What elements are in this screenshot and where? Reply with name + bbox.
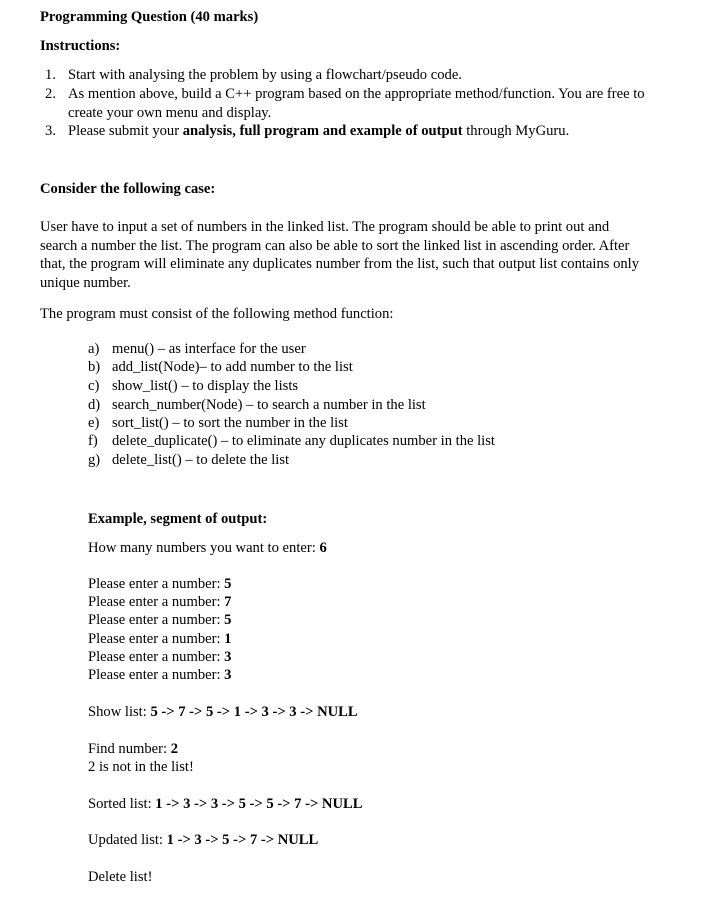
instruction-text-bold: analysis, full program and example of output <box>182 123 463 139</box>
example-value: 3 <box>224 649 232 665</box>
example-prompt: Please enter a number: <box>88 649 225 665</box>
example-prompt: Show list: <box>88 704 151 720</box>
example-value: 5 <box>224 576 232 592</box>
example-prompt: Please enter a number: <box>88 631 225 647</box>
instruction-number: 2. <box>45 86 56 102</box>
example-prompt: Please enter a number: <box>88 576 225 592</box>
example-prompt: Please enter a number: <box>88 612 225 628</box>
example-find-number-line <box>88 740 178 759</box>
example-delete-list-line: Delete list! <box>88 869 153 885</box>
example-updated-list-line <box>88 831 318 850</box>
instruction-number: 3. <box>45 123 56 139</box>
example-prompt: Please enter a number: <box>88 667 225 683</box>
method-text: add_list(Node)– to add number to the list <box>112 359 353 375</box>
page-title: Programming Question (40 marks) <box>40 9 259 25</box>
example-how-many-line <box>88 539 327 558</box>
example-sorted-list-line <box>88 795 362 814</box>
method-label: d) <box>88 397 101 413</box>
example-not-in-list-line: 2 is not in the list! <box>88 759 194 775</box>
instruction-text: Start with analysing the problem by using a flowchart/pseudo code. <box>68 67 462 83</box>
example-prompt: Sorted list: <box>88 796 156 812</box>
example-value: 1 <box>224 631 232 647</box>
method-item <box>88 396 426 415</box>
methods-intro: The program must consist of the following method function: <box>40 306 394 322</box>
instruction-text <box>68 122 668 141</box>
method-label: e) <box>88 415 100 431</box>
example-show-list-line <box>88 703 358 722</box>
example-input-line <box>88 630 231 649</box>
example-input-line <box>88 593 231 612</box>
example-input-line <box>88 611 231 630</box>
example-input-line <box>88 648 231 667</box>
example-heading: Example, segment of output: <box>88 511 268 527</box>
example-prompt: Please enter a number: <box>88 594 225 610</box>
example-value: 7 <box>224 594 232 610</box>
method-label: g) <box>88 452 101 468</box>
instruction-text-post: through MyGuru. <box>462 123 570 139</box>
instruction-number: 1. <box>45 67 56 83</box>
example-input-line <box>88 666 231 685</box>
example-value: 2 <box>170 741 178 757</box>
example-value: 5 -> 7 -> 5 -> 1 -> 3 -> 3 -> NULL <box>150 704 358 720</box>
method-text: show_list() – to display the lists <box>112 378 299 394</box>
example-value: 6 <box>319 540 327 556</box>
example-prompt: Updated list: <box>88 832 167 848</box>
method-label: f) <box>88 433 98 449</box>
example-value: 1 -> 3 -> 5 -> 7 -> NULL <box>166 832 319 848</box>
example-input-line <box>88 575 231 594</box>
method-text: delete_list() – to delete the list <box>112 452 290 468</box>
example-value: 3 <box>224 667 232 683</box>
example-value: 5 <box>224 612 232 628</box>
method-text: search_number(Node) – to search a number in the list <box>112 397 426 413</box>
case-paragraph: User have to input a set of numbers in the linked list. The program should be able to print out and search a number the list. The program can also be able to sort the linked list in ascending order. After that, the program will eliminate any duplicates number from the list, such that output list contains only unique number. <box>40 219 640 291</box>
method-item <box>88 414 348 433</box>
method-item <box>88 377 298 396</box>
instruction-text: As mention above, build a C++ program based on the appropriate method/function. You are free to create your own menu and display. <box>68 86 645 121</box>
method-item <box>88 358 353 377</box>
method-item <box>88 451 289 470</box>
example-prompt: Find number: <box>88 741 171 757</box>
example-prompt: How many numbers you want to enter: <box>88 540 320 556</box>
method-text: menu() – as interface for the user <box>112 341 306 357</box>
method-label: a) <box>88 341 100 357</box>
case-heading: Consider the following case: <box>40 181 216 197</box>
method-label: c) <box>88 378 100 394</box>
method-label: b) <box>88 359 101 375</box>
method-text: delete_duplicate() – to eliminate any duplicates number in the list <box>112 433 495 449</box>
instructions-heading: Instructions: <box>40 38 121 54</box>
example-value: 1 -> 3 -> 3 -> 5 -> 5 -> 7 -> NULL <box>155 796 363 812</box>
instruction-text-pre: Please submit your <box>68 123 183 139</box>
method-item <box>88 432 495 451</box>
method-item <box>88 340 306 359</box>
method-text: sort_list() – to sort the number in the list <box>112 415 348 431</box>
